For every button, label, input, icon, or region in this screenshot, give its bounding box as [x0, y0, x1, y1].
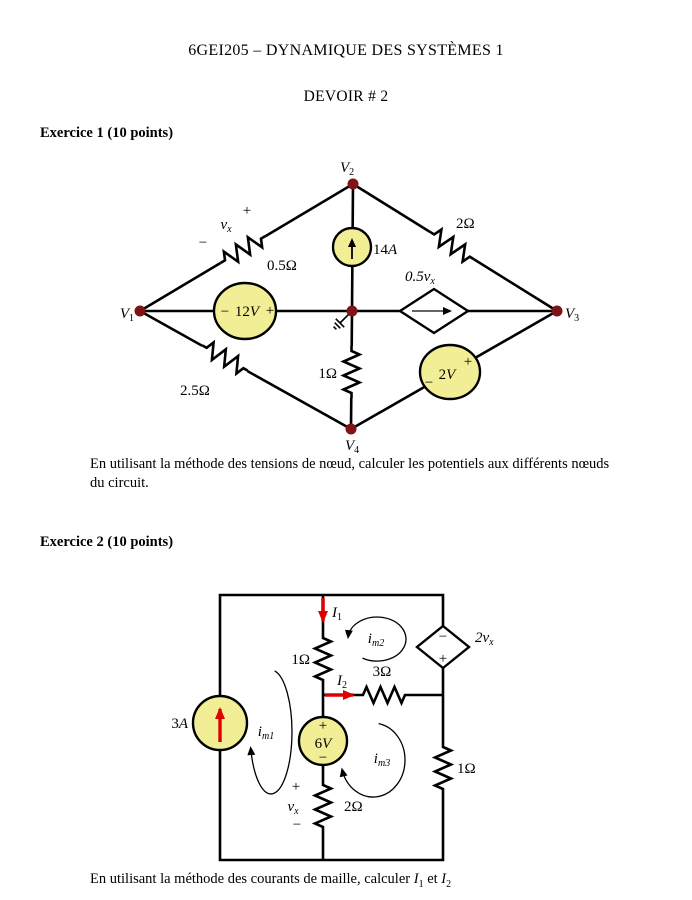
label-1ohm-top: 1Ω: [291, 652, 310, 668]
resistor-1ohm-center: [341, 346, 363, 398]
minus-sign: −: [220, 304, 230, 320]
label-i2: $I_2$: [337, 673, 347, 691]
circuit1-diagram: [100, 148, 600, 460]
dependent-source-2vx: [417, 626, 469, 668]
voltage-source-12v: [214, 283, 276, 339]
vx-minus-sign: −: [198, 235, 208, 251]
exercise1-instructions: En utilisant la méthode des tensions de nœud, calculer les potentiels aux différents nœuds du circuit.: [90, 456, 610, 491]
vx-plus-sign: +: [242, 203, 252, 219]
label-2ohm: 2Ω: [456, 216, 475, 232]
label-vx: $v_x$: [220, 217, 232, 235]
voltage-source-6v: [299, 717, 347, 766]
label-0.5ohm: 0.5Ω: [267, 258, 297, 274]
resistor-1ohm-right: [432, 742, 454, 794]
course-title: 6GEI205 – DYNAMIQUE DES SYSTÈMES 1: [188, 42, 504, 59]
label-3ohm: 3Ω: [372, 664, 392, 680]
label-6v: 6V: [314, 736, 332, 752]
node-dot-v2: [348, 179, 359, 190]
resistor-1ohm-top: [312, 633, 334, 685]
node-dot-center: [347, 306, 358, 317]
label-node-v4: $V_4$: [345, 438, 360, 456]
exercise1-heading: Exercice 1 (10 points): [40, 125, 174, 141]
exercise2-instructions: En utilisant la méthode des courants de maille, calculer $I_1$ et $I_2$: [90, 871, 452, 890]
resistor-3ohm: [358, 684, 410, 706]
minus-sign: −: [424, 375, 434, 391]
plus-sign: +: [318, 718, 328, 734]
plus-sign: +: [463, 354, 473, 370]
label-12v: 12V: [234, 304, 260, 320]
resistor-2ohm-bottom: [312, 780, 334, 832]
current-source-3a: [193, 696, 247, 750]
label-1ohm-center: 1Ω: [318, 366, 337, 382]
label-3a: 3A: [171, 716, 188, 732]
vx-plus-sign: +: [291, 779, 301, 795]
label-node-v3: $V_3$: [565, 306, 580, 324]
label-im3: $i_{m3}$: [373, 751, 391, 769]
label-im1: $i_{m1}$: [257, 724, 275, 742]
minus-sign: −: [318, 750, 328, 766]
voltage-source-2v: [420, 345, 480, 399]
label-2vx: $2v_x$: [475, 630, 494, 648]
assignment-title: DEVOIR # 2: [303, 88, 389, 105]
label-im2: $i_{m2}$: [367, 631, 385, 649]
label-node-v1: $V_1$: [119, 306, 134, 324]
minus-sign: −: [438, 629, 448, 645]
vx-minus-sign: −: [292, 817, 302, 833]
label-2.5ohm: 2.5Ω: [180, 383, 210, 399]
label-vx: $v_x$: [287, 799, 299, 817]
node-dot-v1: [135, 306, 146, 317]
plus-sign: +: [438, 651, 448, 667]
dependent-source-0.5vx: [400, 289, 468, 333]
label-2v: 2V: [438, 367, 456, 383]
label-i1: $I_1$: [332, 605, 342, 623]
node-dot-v3: [552, 306, 563, 317]
node-dot-v4: [346, 424, 357, 435]
exercise2-heading: Exercice 2 (10 points): [40, 534, 174, 550]
label-1ohm-right: 1Ω: [457, 761, 476, 777]
resistor-2.5ohm: [197, 336, 253, 380]
circuit2-diagram: [160, 585, 540, 877]
plus-sign: +: [265, 303, 275, 319]
resistor-0.5ohm: [215, 227, 271, 273]
label-node-v2: $V_2$: [340, 160, 355, 178]
label-0.5vx: $0.5v_x$: [405, 269, 435, 287]
label-14a: 14A: [373, 242, 398, 258]
label-2ohm-bottom: 2Ω: [344, 799, 363, 815]
current-source-14a: [333, 228, 371, 266]
